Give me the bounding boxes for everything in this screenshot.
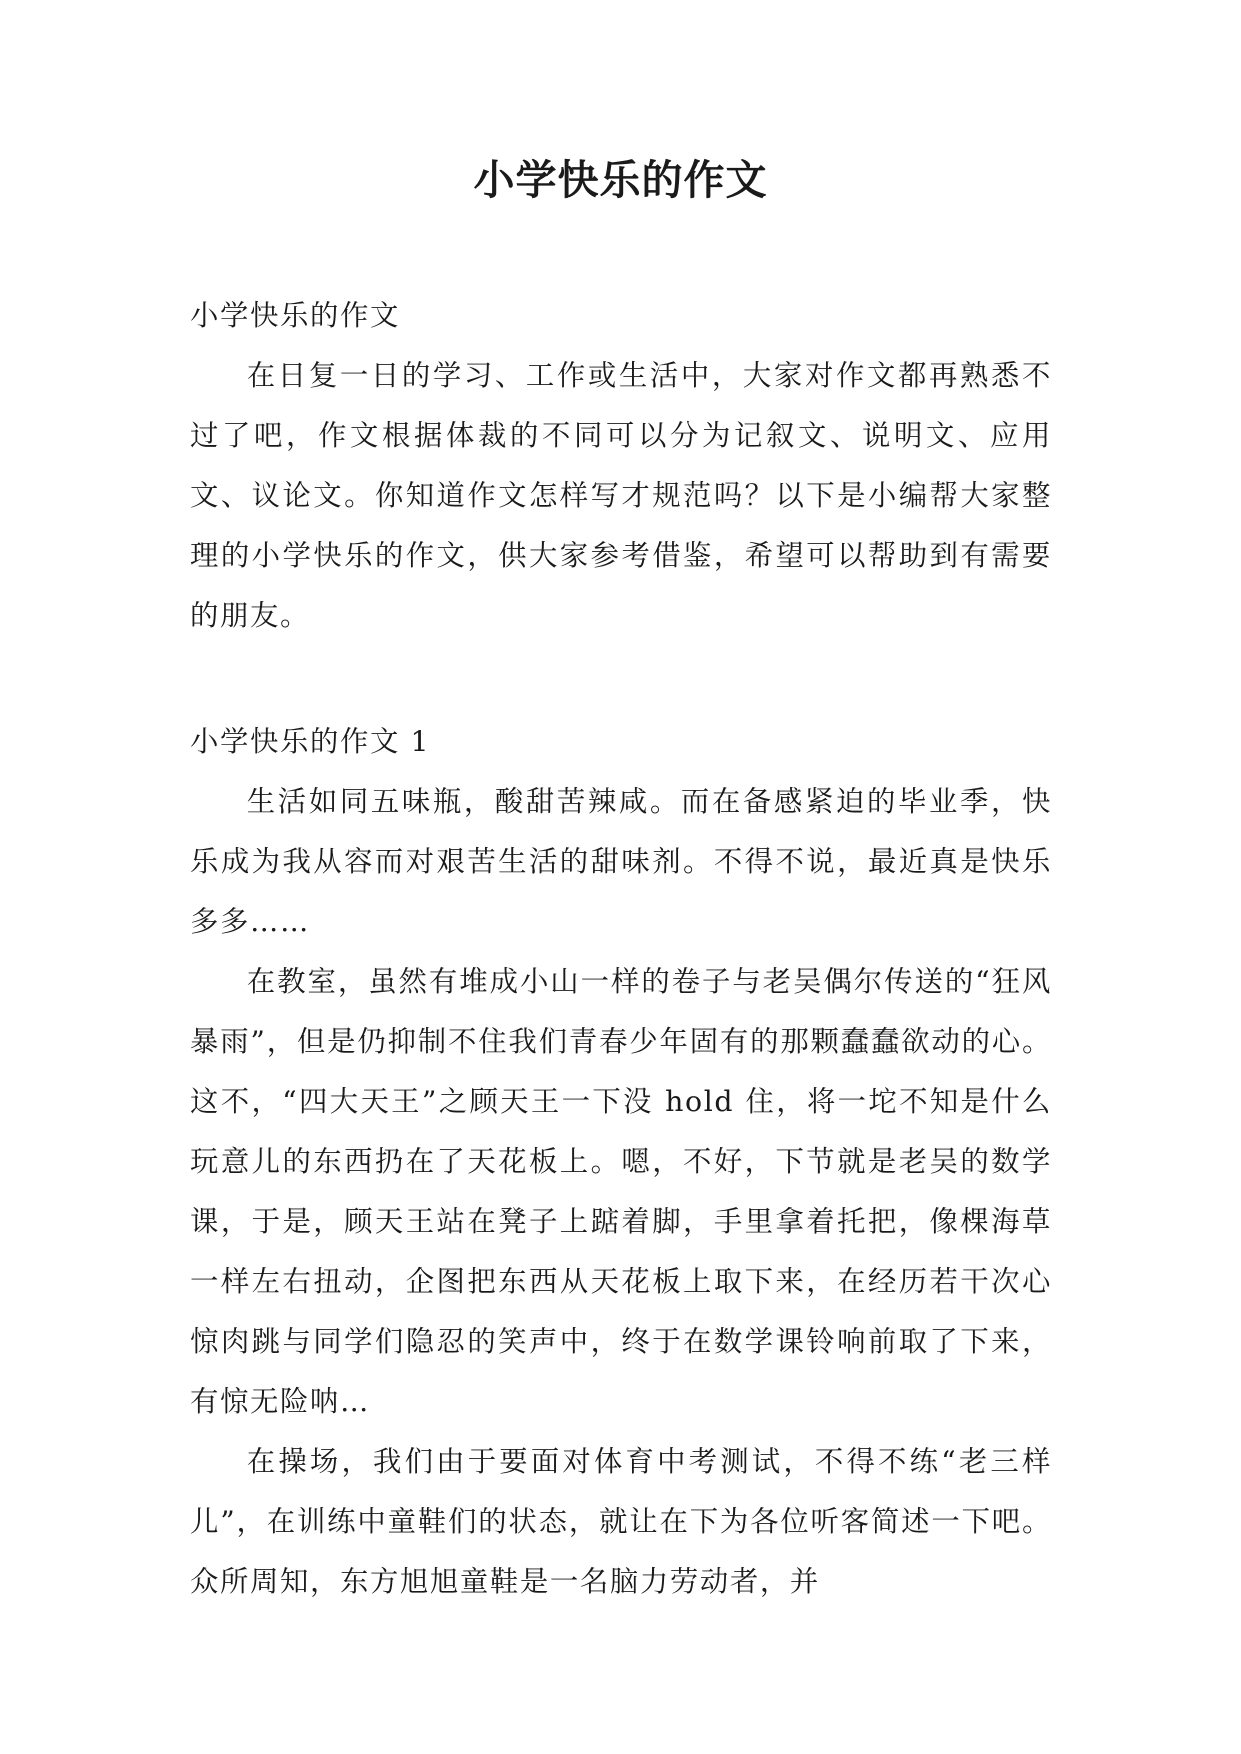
intro-heading: 小学快乐的作文: [190, 299, 400, 332]
section-1-paragraph-3: 在操场，我们由于要面对体育中考测试，不得不练“老三样儿”，在训练中童鞋们的状态，就让在下为各位听客简述一下吧。众所周知，东方旭旭童鞋是一名脑力劳动者，并: [190, 1445, 1052, 1598]
document-title: 小学快乐的作文: [473, 156, 768, 204]
section-1-paragraph-1: 生活如同五味瓶，酸甜苦辣咸。而在备感紧迫的毕业季，快乐成为我从容而对艰苦生活的甜味剂。不得不说，最近真是快乐多多……: [190, 785, 1052, 938]
document-body: [190, 286, 1052, 1612]
intro-paragraph: 在日复一日的学习、工作或生活中，大家对作文都再熟悉不过了吧，作文根据体裁的不同可以分为记叙文、说明文、应用文、议论文。你知道作文怎样写才规范吗？以下是小编帮大家整理的小学快乐的作文，供大家参考借鉴，希望可以帮助到有需要的朋友。: [190, 359, 1052, 632]
section-1-heading: 小学快乐的作文 1: [190, 725, 431, 758]
section-spacer: [190, 646, 1052, 712]
section-1-paragraph-2: 在教室，虽然有堆成小山一样的卷子与老吴偶尔传送的“狂风暴雨”，但是仍抑制不住我们青春少年固有的那颗蠢蠢欲动的心。这不，“四大天王”之顾天王一下没 hold 住，将一坨不知是什么玩意儿的东西扔在了天花板上。嗯，不好，下节就是老吴的数学课，于是，顾天王站在凳子上踮着脚，手里拿着托把，像棵海草一样左右扭动，企图把东西从天花板上取下来，在经历若干次心惊肉跳与同学们隐忍的笑声中，终于在数学课铃响前取了下来，有惊无险呐…: [190, 965, 1052, 1418]
